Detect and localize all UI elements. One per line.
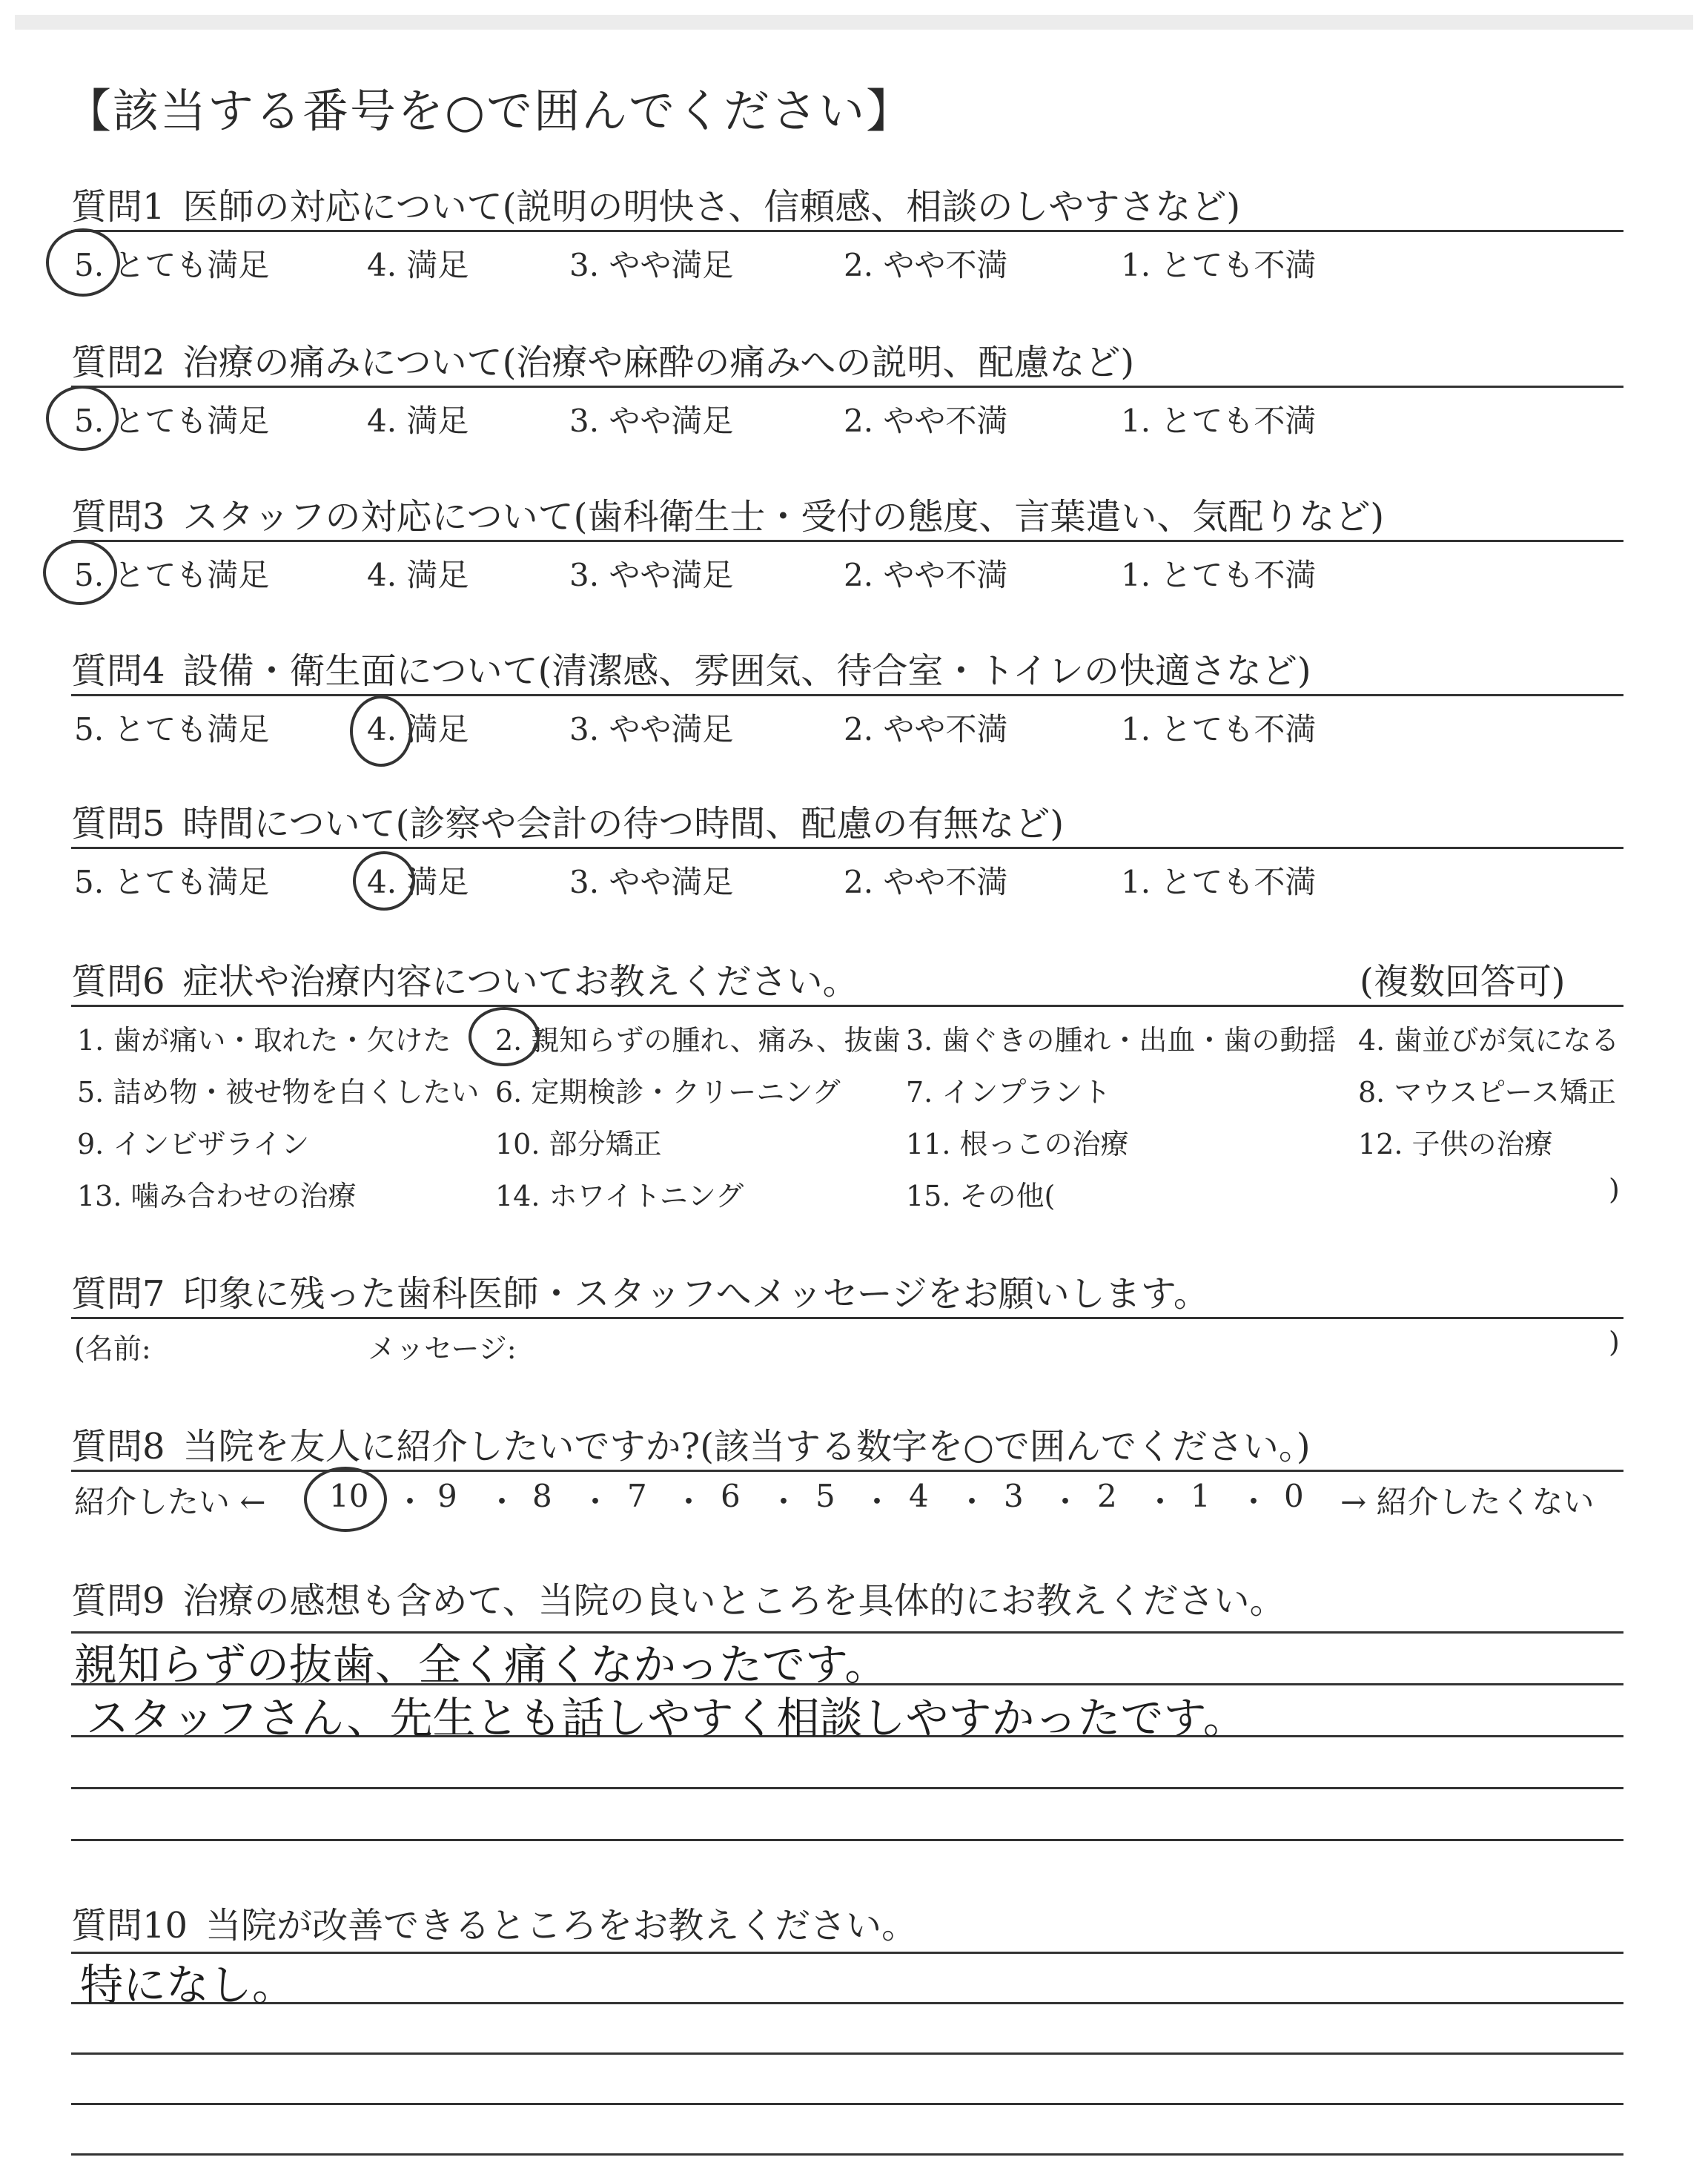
- q6-other-close: ): [1609, 1173, 1620, 1206]
- answer-line: [71, 1839, 1623, 1841]
- q6-option[interactable]: 10. 部分矯正: [495, 1128, 662, 1160]
- scale-7[interactable]: 7: [627, 1478, 647, 1514]
- scale-10[interactable]: 10: [329, 1478, 369, 1514]
- q5-option-2[interactable]: 2. やや不満: [844, 864, 1008, 900]
- q3-option-3[interactable]: 3. やや満足: [569, 557, 734, 593]
- question-7: [71, 1265, 1209, 1316]
- q4-option-2[interactable]: 2. やや不満: [844, 711, 1008, 747]
- question-text: 症状や治療内容についてお教えください。: [182, 961, 858, 1003]
- q6-option[interactable]: 12. 子供の治療: [1358, 1128, 1553, 1160]
- question-number: 質問6: [71, 961, 165, 1003]
- q6-option[interactable]: 7. インプラント: [906, 1076, 1111, 1109]
- question-text: 当院が改善できるところをお教えください。: [205, 1905, 918, 1946]
- multiple-answer-note: (複数回答可): [1360, 961, 1566, 1003]
- rule: [71, 1470, 1623, 1472]
- recommend-label: 紹介したい ←: [74, 1484, 266, 1520]
- question-number: 質問2: [71, 342, 165, 383]
- rule: [71, 847, 1623, 849]
- handwritten-answer-q9-line1: 親知らずの抜歯、全く痛くなかったです。: [74, 1639, 888, 1690]
- answer-line: [71, 2052, 1623, 2055]
- question-number: 質問5: [71, 803, 165, 845]
- question-5: [71, 795, 1064, 846]
- question-10: [71, 1897, 917, 1948]
- q6-option[interactable]: 2. 親知らずの腫れ、痛み、抜歯: [495, 1024, 901, 1057]
- q4-option-1[interactable]: 1. とても不満: [1121, 711, 1317, 747]
- scale-2[interactable]: 2: [1097, 1478, 1117, 1514]
- scale-9[interactable]: 9: [437, 1478, 457, 1514]
- page-title: 【該当する番号を○で囲んでください】: [65, 84, 914, 138]
- q6-option[interactable]: 5. 詰め物・被せ物を白くしたい: [77, 1076, 480, 1109]
- q6-option[interactable]: 14. ホワイトニング: [495, 1180, 744, 1212]
- question-text: 治療の感想も含めて、当院の良いところを具体的にお教えください。: [182, 1580, 1285, 1622]
- scale-separator: ・: [1145, 1484, 1176, 1520]
- scale-separator: ・: [394, 1484, 426, 1520]
- q3-option-1[interactable]: 1. とても不満: [1121, 557, 1317, 593]
- question-text: 医師の対応について(説明の明快さ、信頼感、相談のしやすさなど): [182, 186, 1241, 228]
- scale-3[interactable]: 3: [1004, 1478, 1024, 1514]
- not-recommend-label: → 紹介したくない: [1340, 1484, 1595, 1520]
- q5-option-1[interactable]: 1. とても不満: [1121, 864, 1317, 900]
- selection-circle-q4: [350, 696, 412, 767]
- scale-separator: ・: [486, 1484, 518, 1520]
- q1-option-2[interactable]: 2. やや不満: [844, 247, 1008, 283]
- question-1: [71, 178, 1240, 229]
- q1-option-4[interactable]: 4. 満足: [367, 247, 469, 283]
- scale-separator: ・: [768, 1484, 800, 1520]
- scale-0[interactable]: 0: [1284, 1478, 1304, 1514]
- selection-circle-q1: [46, 228, 120, 297]
- q6-option[interactable]: 1. 歯が痛い・取れた・欠けた: [77, 1024, 451, 1057]
- handwritten-answer-q10: 特になし。: [80, 1960, 296, 2010]
- question-text: 時間について(診察や会計の待つ時間、配慮の有無など): [182, 803, 1065, 845]
- question-3: [71, 488, 1384, 539]
- q6-option[interactable]: 6. 定期検診・クリーニング: [495, 1076, 841, 1109]
- scale-separator: ・: [1238, 1484, 1270, 1520]
- answer-line: [71, 2153, 1623, 2156]
- q1-option-5[interactable]: 5. とても満足: [74, 247, 270, 283]
- selection-circle-q5: [353, 851, 415, 911]
- q2-option-5[interactable]: 5. とても満足: [74, 403, 270, 439]
- question-4: [71, 642, 1311, 693]
- rule: [71, 540, 1623, 542]
- name-label: (名前:: [74, 1332, 151, 1365]
- rule: [71, 694, 1623, 696]
- rule: [71, 1005, 1623, 1007]
- selection-circle-q6: [469, 1007, 540, 1066]
- message-close: ): [1609, 1326, 1620, 1358]
- q6-option[interactable]: 9. インビザライン: [77, 1128, 310, 1160]
- q6-option[interactable]: 15. その他(: [906, 1180, 1056, 1212]
- question-text: 当院を友人に紹介したいですか?(該当する数字を○で囲んでください。): [182, 1426, 1311, 1467]
- q4-option-4[interactable]: 4. 満足: [367, 711, 469, 747]
- question-number: 質問4: [71, 650, 165, 692]
- q6-option[interactable]: 3. 歯ぐきの腫れ・出血・歯の動揺: [906, 1024, 1337, 1057]
- scale-1[interactable]: 1: [1191, 1478, 1211, 1514]
- scale-separator: ・: [861, 1484, 893, 1520]
- question-number: 質問7: [71, 1273, 165, 1315]
- q2-option-3[interactable]: 3. やや満足: [569, 403, 734, 439]
- scale-separator: ・: [673, 1484, 705, 1520]
- q5-option-5[interactable]: 5. とても満足: [74, 864, 270, 900]
- answer-line: [71, 1952, 1623, 1954]
- scale-5[interactable]: 5: [815, 1478, 835, 1514]
- question-2: [71, 334, 1134, 385]
- handwritten-answer-q9-line2: スタッフさん、先生とも話しやすく相談しやすかったです。: [86, 1693, 1246, 1743]
- scan-top-edge: [15, 15, 1693, 30]
- selection-circle-q8: [304, 1467, 387, 1532]
- q6-option[interactable]: 4. 歯並びが気になる: [1358, 1024, 1620, 1057]
- rule: [71, 230, 1623, 232]
- q2-option-1[interactable]: 1. とても不満: [1121, 403, 1317, 439]
- question-number: 質問8: [71, 1426, 165, 1467]
- q4-option-3[interactable]: 3. やや満足: [569, 711, 734, 747]
- q3-option-2[interactable]: 2. やや不満: [844, 557, 1008, 593]
- question-8: [71, 1418, 1311, 1469]
- question-number: 質問10: [71, 1905, 188, 1946]
- answer-line: [71, 2002, 1623, 2004]
- question-text: スタッフの対応について(歯科衛生士・受付の態度、言葉遣い、気配りなど): [182, 496, 1385, 538]
- q3-option-4[interactable]: 4. 満足: [367, 557, 469, 593]
- selection-circle-q3: [43, 540, 117, 605]
- q1-option-1[interactable]: 1. とても不満: [1121, 247, 1317, 283]
- question-number: 質問1: [71, 186, 165, 228]
- rule: [71, 1317, 1623, 1319]
- scale-separator: ・: [956, 1484, 988, 1520]
- question-text: 治療の痛みについて(治療や麻酔の痛みへの説明、配慮など): [182, 342, 1135, 383]
- scale-6[interactable]: 6: [721, 1478, 741, 1514]
- question-6: [71, 953, 858, 1004]
- scale-4[interactable]: 4: [909, 1478, 929, 1514]
- question-9: [71, 1572, 1285, 1623]
- message-label: メッセージ:: [368, 1332, 517, 1365]
- selection-circle-q2: [46, 386, 119, 451]
- answer-line: [71, 1787, 1623, 1789]
- q6-option[interactable]: 8. マウスピース矯正: [1358, 1076, 1616, 1109]
- q5-option-4[interactable]: 4. 満足: [367, 864, 469, 900]
- q1-option-3[interactable]: 3. やや満足: [569, 247, 734, 283]
- question-text: 印象に残った歯科医師・スタッフへメッセージをお願いします。: [182, 1273, 1209, 1315]
- q6-option[interactable]: 13. 噛み合わせの治療: [77, 1180, 357, 1212]
- q4-option-5[interactable]: 5. とても満足: [74, 711, 270, 747]
- q5-option-3[interactable]: 3. やや満足: [569, 864, 734, 900]
- q3-option-5[interactable]: 5. とても満足: [74, 557, 270, 593]
- q2-option-4[interactable]: 4. 満足: [367, 403, 469, 439]
- scale-separator: ・: [1050, 1484, 1082, 1520]
- answer-line: [71, 2103, 1623, 2105]
- q2-option-2[interactable]: 2. やや不満: [844, 403, 1008, 439]
- question-number: 質問9: [71, 1580, 165, 1622]
- question-text: 設備・衛生面について(清潔感、雰囲気、待合室・トイレの快適さなど): [182, 650, 1311, 692]
- q6-option[interactable]: 11. 根っこの治療: [906, 1128, 1129, 1160]
- question-number: 質問3: [71, 496, 165, 538]
- scale-8[interactable]: 8: [532, 1478, 552, 1514]
- scale-separator: ・: [580, 1484, 612, 1520]
- rule: [71, 386, 1623, 388]
